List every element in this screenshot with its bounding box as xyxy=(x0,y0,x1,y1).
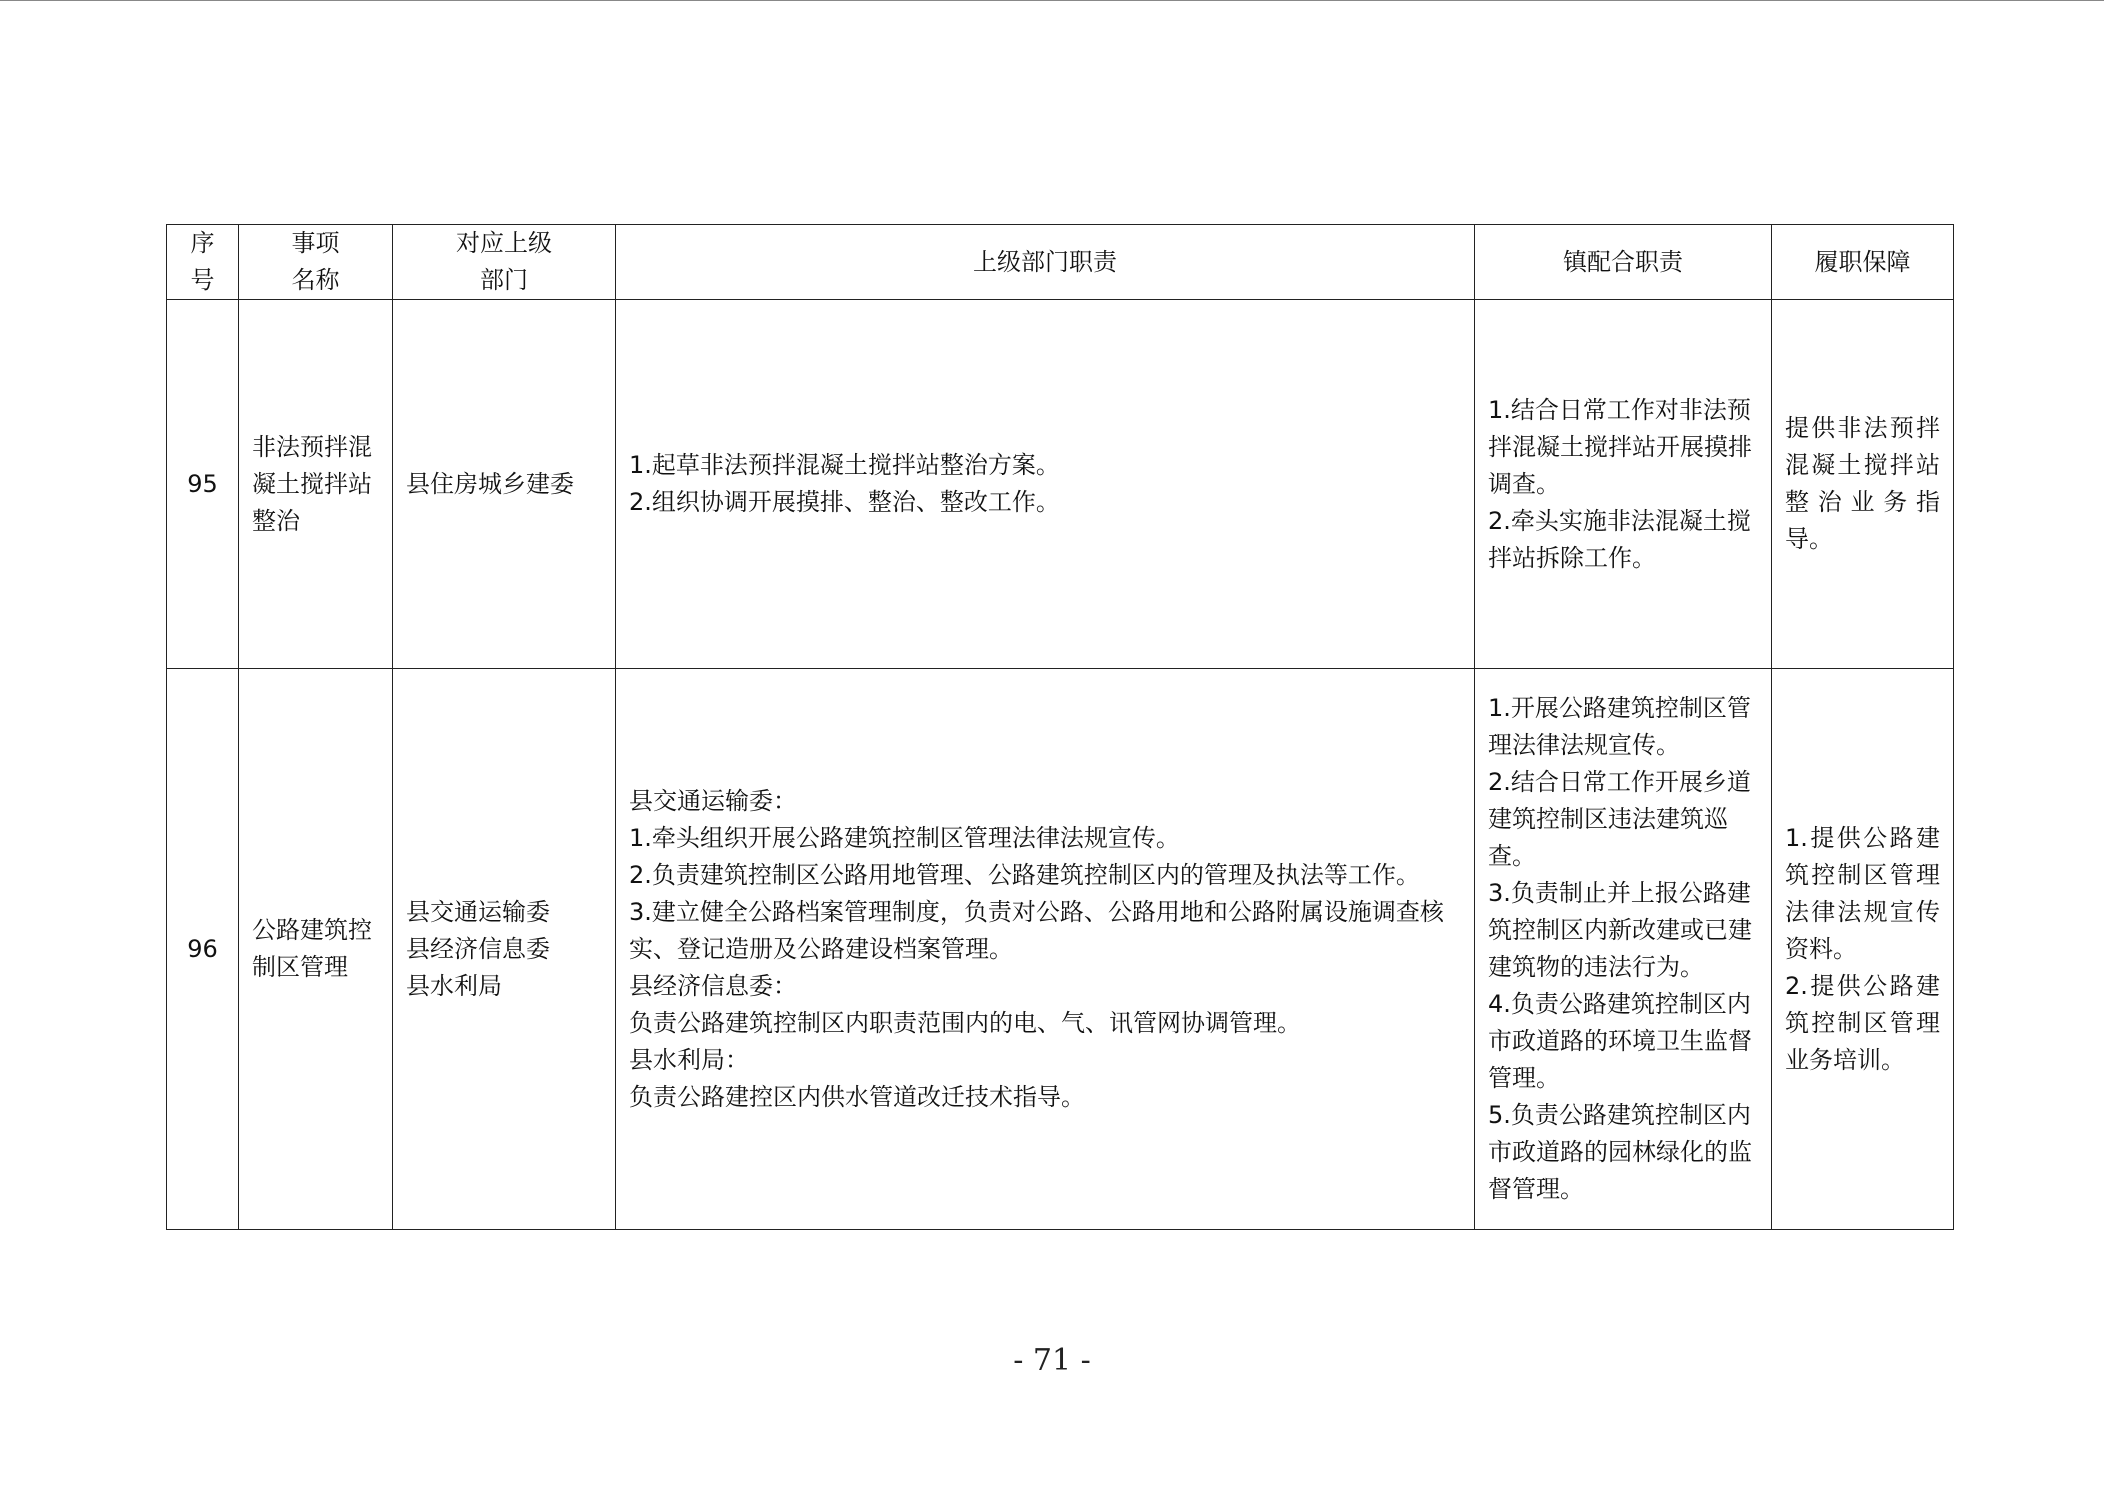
row-town-duty xyxy=(1475,669,1772,1230)
duty-line: 县交通运输委： xyxy=(629,786,797,815)
page-number: - 71 - xyxy=(1013,1343,1091,1378)
header-upper-dept: 对应上级 部门 xyxy=(393,225,616,300)
duty-line: 县水利局： xyxy=(629,1045,749,1074)
guarantee-line: 1.提供公路建筑控制区管理法律法规宣传资料。 xyxy=(1785,823,1940,963)
duty-line: 2.负责建筑控制区公路用地管理、公路建筑控制区内的管理及执法等工作。 xyxy=(629,860,1420,889)
header-guarantee: 履职保障 xyxy=(1772,225,1954,300)
guarantee-line: 2.提供公路建筑控制区管理业务培训。 xyxy=(1785,971,1940,1074)
duty-line: 2.牵头实施非法混凝土搅拌站拆除工作。 xyxy=(1488,506,1751,572)
header-town-duty: 镇配合职责 xyxy=(1475,225,1772,300)
header-upper-duty: 上级部门职责 xyxy=(616,225,1475,300)
row-town-duty xyxy=(1475,300,1772,669)
header-seq: 序 号 xyxy=(167,225,239,300)
duty-line: 3.建立健全公路档案管理制度，负责对公路、公路用地和公路附属设施调查核实、登记造册及公路建设档案管理。 xyxy=(629,897,1444,963)
row-seq: 96 xyxy=(167,669,239,1230)
table-row xyxy=(167,669,1954,1230)
row-item-name: 公路建筑控制区管理 xyxy=(239,669,393,1230)
duty-line: 1.起草非法预拌混凝土搅拌站整治方案。 xyxy=(629,451,1060,479)
top-border-line xyxy=(0,0,2104,1)
duty-line: 1.开展公路建筑控制区管理法律法规宣传。 xyxy=(1488,694,1751,759)
responsibility-table xyxy=(166,224,1954,1230)
row-seq: 95 xyxy=(167,300,239,669)
duty-line: 负责公路建控区内供水管道改迁技术指导。 xyxy=(629,1082,1085,1111)
duty-line: 5.负责公路建筑控制区内市政道路的园林绿化的监督管理。 xyxy=(1488,1101,1752,1203)
row-upper-dept: 县住房城乡建委 xyxy=(393,300,616,669)
duty-line: 1.牵头组织开展公路建筑控制区管理法律法规宣传。 xyxy=(629,823,1180,852)
table-row xyxy=(167,300,1954,669)
row-upper-duty xyxy=(616,669,1475,1230)
duty-line: 负责公路建筑控制区内职责范围内的电、气、讯管网协调管理。 xyxy=(629,1008,1301,1037)
table-header-row xyxy=(167,225,1954,300)
duty-line: 1.结合日常工作对非法预拌混凝土搅拌站开展摸排调查。 xyxy=(1488,395,1752,498)
row-guarantee xyxy=(1772,669,1954,1230)
row-upper-duty xyxy=(616,300,1475,669)
row-guarantee xyxy=(1772,300,1954,669)
duty-line: 县经济信息委： xyxy=(629,971,797,1000)
duty-line: 2.组织协调开展摸排、整治、整改工作。 xyxy=(629,488,1060,516)
header-item-name: 事项 名称 xyxy=(239,225,393,300)
duty-line: 3.负责制止并上报公路建筑控制区内新改建或已建建筑物的违法行为。 xyxy=(1488,879,1752,981)
row-upper-dept: 县交通运输委 县经济信息委 县水利局 xyxy=(393,669,616,1230)
duty-line: 2.结合日常工作开展乡道建筑控制区违法建筑巡查。 xyxy=(1488,768,1751,870)
row-item-name: 非法预拌混凝土搅拌站整治 xyxy=(239,300,393,669)
guarantee-line: 提供非法预拌混凝土搅拌站整治业务指导。 xyxy=(1785,414,1940,553)
duty-line: 4.负责公路建筑控制区内市政道路的环境卫生监督管理。 xyxy=(1488,990,1752,1092)
